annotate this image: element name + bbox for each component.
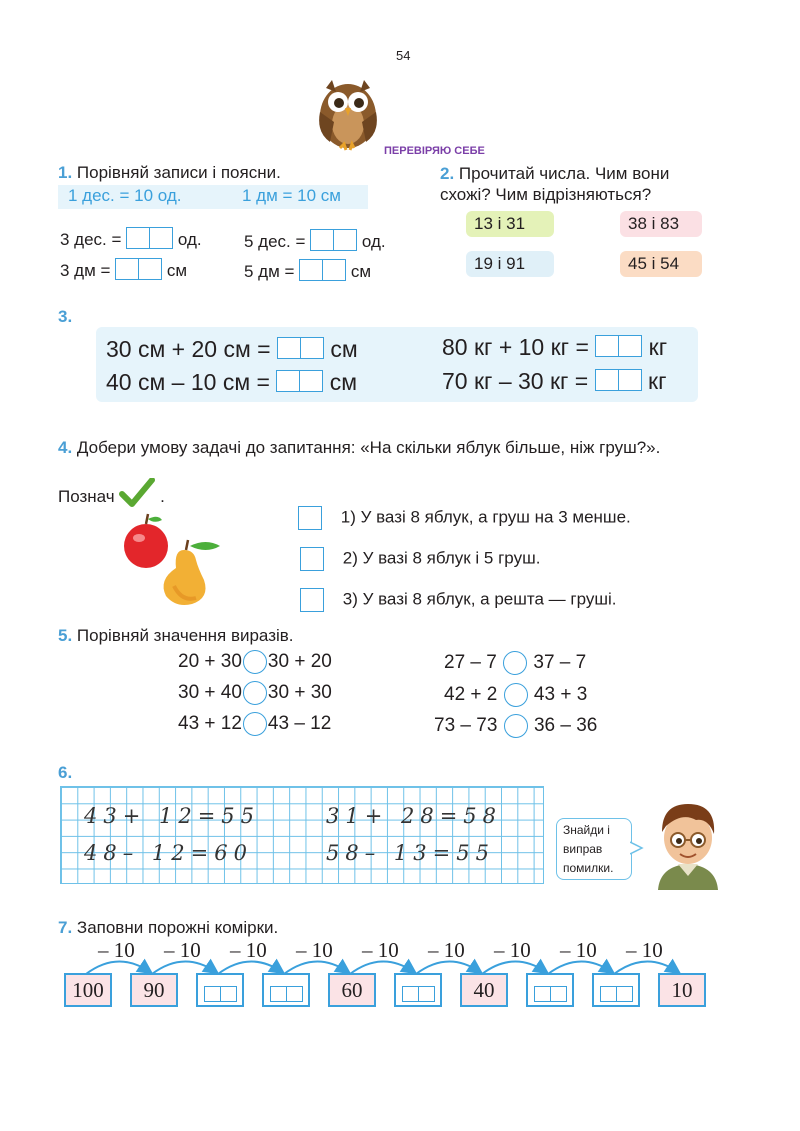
expr-right: 36 – 36 xyxy=(533,715,598,737)
task1-row-3 xyxy=(60,258,187,285)
speech-line: виправ xyxy=(563,842,603,856)
chain-box: 40 xyxy=(460,973,508,1007)
expr-left: 42 + 2 xyxy=(444,684,498,706)
apple-icon xyxy=(124,524,168,568)
compare-circle[interactable] xyxy=(504,714,528,738)
expr-right: 30 + 20 xyxy=(267,651,332,673)
step-label: – 10 xyxy=(428,938,465,962)
task3-expr: 30 см + 20 см = xyxy=(106,336,271,362)
expr-right: 30 + 30 xyxy=(267,682,332,704)
compare-row-right-2 xyxy=(444,683,587,707)
chain-box: 10 xyxy=(658,973,706,1007)
task1-unit: см xyxy=(166,260,188,280)
step-label: – 10 xyxy=(230,938,267,962)
task1-hint2: 1 дм = 10 см xyxy=(242,186,341,205)
chain-box: 90 xyxy=(130,973,178,1007)
option-text: 3) У вазі 8 яблук, а решта — груші. xyxy=(342,589,617,609)
task1-unit: см xyxy=(350,261,372,281)
task6-grid xyxy=(60,786,544,884)
step-label: – 10 xyxy=(362,938,399,962)
task4-text: Добери умову задачі до запитання: «На скільки яблук більше, ніж груш?». xyxy=(76,438,661,457)
task4-option-1[interactable] xyxy=(298,506,631,530)
task1-row-4 xyxy=(244,259,371,286)
chain-box-empty[interactable] xyxy=(526,973,574,1007)
compare-circle[interactable] xyxy=(504,683,528,707)
task4-option-3[interactable] xyxy=(300,588,616,612)
task3-expr: 40 см – 10 см = xyxy=(106,369,270,395)
compare-circle[interactable] xyxy=(243,681,267,705)
expr-left: 43 + 12 xyxy=(178,713,242,735)
task5-number: 5. xyxy=(58,626,73,645)
speech-bubble xyxy=(556,818,632,880)
task1-hint1: 1 дес. = 10 од. xyxy=(68,186,182,205)
expr-left: 20 + 30 xyxy=(178,651,242,673)
expr-right: 43 – 12 xyxy=(267,713,332,735)
compare-row-right-1 xyxy=(444,651,586,675)
answer-box[interactable] xyxy=(126,227,173,254)
compare-row-left-3 xyxy=(178,712,331,736)
answer-box[interactable] xyxy=(310,229,357,256)
option-text: 1) У вазі 8 яблук, а груш на 3 менше. xyxy=(340,507,631,527)
task7-heading xyxy=(58,918,278,938)
number-pair-1: 13 і 31 xyxy=(466,211,554,237)
number-pair-2: 38 і 83 xyxy=(620,211,702,237)
task6-line-1: 43+ 12=55 xyxy=(84,804,261,828)
task5-heading xyxy=(58,626,294,646)
task5-text: Порівняй значення виразів. xyxy=(76,626,294,645)
step-label: – 10 xyxy=(98,938,135,962)
task4-heading xyxy=(58,438,758,458)
compare-circle[interactable] xyxy=(243,712,267,736)
number-pair-4: 45 і 54 xyxy=(620,251,702,277)
chain-box: 60 xyxy=(328,973,376,1007)
task3-unit: кг xyxy=(648,368,667,394)
task1-expr: 3 дм = xyxy=(60,260,111,280)
step-label: – 10 xyxy=(494,938,531,962)
answer-box[interactable] xyxy=(276,370,323,398)
section-header: ПЕРЕВІРЯЮ СЕБЕ xyxy=(384,145,485,157)
speech-tail-icon xyxy=(630,840,644,856)
compare-row-left-2 xyxy=(178,681,332,705)
task2-text: Прочитай числа. Чим вони схожі? Чим відрізняються? xyxy=(440,164,670,204)
task1-text: Порівняй записи і поясни. xyxy=(76,163,281,182)
task3-row-1 xyxy=(106,336,358,365)
speech-line: помилки. xyxy=(563,861,614,875)
task2-number: 2. xyxy=(440,164,455,183)
task3-expr: 80 кг + 10 кг = xyxy=(442,334,589,360)
option-checkbox[interactable] xyxy=(298,506,322,530)
checkmark-icon xyxy=(119,478,155,508)
task6-line-4: 58– 13=55 xyxy=(326,841,495,865)
task3-expr: 70 кг – 30 кг = xyxy=(442,368,589,394)
answer-box[interactable] xyxy=(595,335,642,363)
task1-unit: од. xyxy=(177,229,202,249)
task1-row-2 xyxy=(244,229,386,256)
task1-row-1 xyxy=(60,227,202,254)
task3-number: 3. xyxy=(58,307,73,326)
answer-box[interactable] xyxy=(299,259,346,286)
number-pair-3: 19 і 91 xyxy=(466,251,554,277)
task4-mark-dot: . xyxy=(160,487,165,506)
task4-number: 4. xyxy=(58,438,73,457)
task3-row-3 xyxy=(106,369,357,398)
expr-left: 73 – 73 xyxy=(434,715,498,737)
task7-text: Заповни порожні комірки. xyxy=(76,918,279,937)
task6-line-3: 48– 12=60 xyxy=(84,841,253,865)
task6-line-2: 31+ 28=58 xyxy=(326,804,503,828)
task4-mark-text: Познач xyxy=(58,487,115,506)
task6-number: 6. xyxy=(58,763,73,782)
compare-row-left-1 xyxy=(178,650,332,674)
chain-box-empty[interactable] xyxy=(592,973,640,1007)
task4-mark xyxy=(58,478,165,508)
chain-box-empty[interactable] xyxy=(394,973,442,1007)
option-text: 2) У вазі 8 яблук і 5 груш. xyxy=(342,548,541,568)
task1-expr: 5 дм = xyxy=(244,261,295,281)
option-checkbox[interactable] xyxy=(300,588,324,612)
task7-number: 7. xyxy=(58,918,73,937)
task4-option-2[interactable] xyxy=(300,547,540,571)
task1-heading xyxy=(58,163,281,183)
boy-illustration xyxy=(652,798,724,890)
compare-circle[interactable] xyxy=(503,651,527,675)
speech-line: Знайди і xyxy=(563,823,610,837)
expr-left: 27 – 7 xyxy=(444,652,497,674)
task3-row-4 xyxy=(442,368,666,397)
step-label: – 10 xyxy=(560,938,597,962)
task3-unit: см xyxy=(330,336,358,362)
step-label: – 10 xyxy=(164,938,201,962)
task1-number: 1. xyxy=(58,163,73,182)
option-checkbox[interactable] xyxy=(300,547,324,571)
task1-expr: 5 дес. = xyxy=(244,231,306,251)
step-label: – 10 xyxy=(296,938,333,962)
task1-expr: 3 дес. = xyxy=(60,229,122,249)
answer-box[interactable] xyxy=(595,369,642,397)
task1-unit: од. xyxy=(361,231,386,251)
expr-right: 43 + 3 xyxy=(533,684,588,706)
step-label: – 10 xyxy=(626,938,663,962)
task3-row-2 xyxy=(442,334,667,363)
answer-box[interactable] xyxy=(277,337,324,365)
expr-right: 37 – 7 xyxy=(533,652,587,674)
fruit-illustration xyxy=(112,510,232,610)
owl-illustration xyxy=(312,72,382,152)
chain-box: 100 xyxy=(64,973,112,1007)
page-number: 54 xyxy=(396,48,411,63)
chain-box-empty[interactable] xyxy=(262,973,310,1007)
task2-heading xyxy=(440,163,720,205)
compare-circle[interactable] xyxy=(243,650,267,674)
answer-box[interactable] xyxy=(115,258,162,285)
compare-row-right-3 xyxy=(434,714,597,738)
task3-unit: см xyxy=(329,369,358,395)
chain-box-empty[interactable] xyxy=(196,973,244,1007)
task3-unit: кг xyxy=(648,334,668,360)
expr-left: 30 + 40 xyxy=(178,682,242,704)
